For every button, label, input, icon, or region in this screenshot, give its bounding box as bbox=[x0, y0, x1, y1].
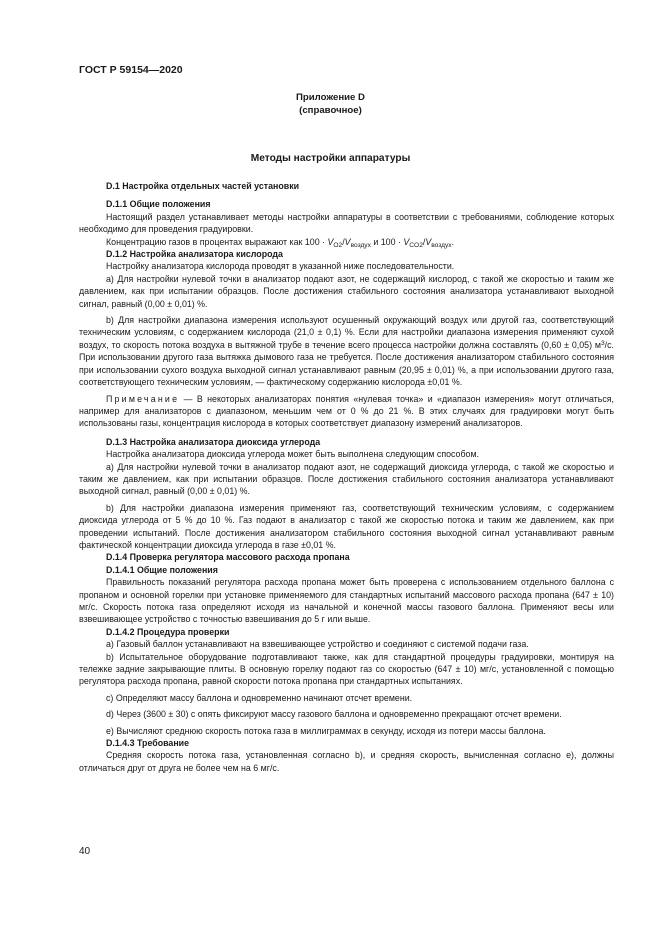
list-item-b: b) Испытательное оборудование подготавливают также, как для стандартной процедуры градуировки, монтируя на тележке задние закрывающие плиты. В основную горелку подают газ со скоростью (647 ± 10) мг/с, установленной с помощью регулятора расхода пропана, равной скорости потока пропана при стандартных испытаниях. bbox=[79, 651, 614, 687]
list-item-b: b) Для настройки диапазона измерения используют осушенный окружающий воздух или другой газ, соответствующий техническим условиям, с содержанием кислорода (21,0 ± 0,1) %. Если для настройки диапазона измерения применяют сухой воздух, то скорость потока воздуха в вытяжной трубе в течение всего процесса настройки должна составлять (0,60 ± 0,05) $м^3/с$. При использовании другого газа вытяжка дымового газа не требуется. После достижения анализатором стабильного состояния при использовании сухого воздуха выходной сигнал устанавливают равным (20,95 ± 0,01) %, а при использовании другого газа, соответствующего техническим условиям, — фактическому содержанию кислорода ±0,01 %. bbox=[79, 315, 614, 388]
list-item-a: а) Для настройки нулевой точки в анализатор подают азот, не содержащий диоксида углерода, с такой же скоростью и таким же давлением, как при испытании образцов. После достижения стабильного состояния анализатора устанавливают выходной сигнал, равный (0,00 ± 0,01) %. bbox=[79, 461, 614, 497]
heading-d1-4: D.1.4 Проверка регулятора массового расхода пропана bbox=[106, 552, 350, 563]
paragraph: Настройка анализатора диоксида углерода может быть выполнена следующим способом. bbox=[106, 449, 479, 460]
paragraph-formula: Концентрацию газов в процентах выражают как $100 \cdot V_{O2}/V_{воздух}$ и $100 \cdot V_{CO2}/V_{воздух}$. bbox=[106, 236, 455, 249]
standard-header: ГОСТ Р 59154—2020 bbox=[79, 64, 183, 76]
paragraph: Средняя скорость потока газа, установленная согласно b), и средняя скорость, вычисленная согласно е), должны отличаться друг от друга не более чем на 6 мг/с. bbox=[79, 750, 614, 773]
heading-d1-1: D.1.1 Общие положения bbox=[106, 199, 211, 210]
list-item-a: а) Для настройки нулевой точки в анализатор подают азот, не содержащий кислород, с такой же скоростью и таким же давлением, как при испытании образцов. После достижения стабильного состояния анализатора устанавливают выходной сигнал, равный (0,00 ± 0,01) %. bbox=[79, 273, 614, 309]
heading-d1-3: D.1.3 Настройка анализатора диоксида углерода bbox=[106, 436, 321, 447]
heading-d1: D.1 Настройка отдельных частей установки bbox=[106, 181, 300, 191]
page-number: 40 bbox=[79, 846, 91, 857]
document-title: Методы настройки аппаратуры bbox=[250, 153, 411, 164]
heading-d1-2: D.1.2 Настройка анализатора кислорода bbox=[106, 249, 283, 260]
heading-d1-4-3: D.1.4.3 Требование bbox=[106, 738, 190, 749]
appendix-title: Приложение D bbox=[296, 92, 365, 103]
paragraph: Настоящий раздел устанавливает методы настройки аппаратуры в соответствии с требованиями, соблюдение которых необходимо для проведения градуировки. bbox=[79, 211, 614, 235]
paragraph: Настройку анализатора кислорода проводят в указанной ниже последовательности. bbox=[106, 261, 455, 272]
list-item-d: d) Через (3600 ± 30) с опять фиксируют массу газового баллона и одновременно прекращают отсчет времени. bbox=[106, 709, 562, 720]
note-label: Примечание bbox=[106, 393, 180, 404]
heading-d1-4-2: D.1.4.2 Процедура проверки bbox=[106, 626, 230, 637]
list-item-e: е) Вычисляют среднюю скорость потока газа в миллиграммах в секунду, исходя из потери массы баллона. bbox=[106, 725, 546, 736]
paragraph: Правильность показаний регулятора расхода пропана может быть проверена с использованием отдельного баллона с пропаном и основной горелки при установке применяемого для стандартных испытаний массового расхода пропана (647 ± 10) мг/с. Скорость потока газа определяют исходя из начальной и конечной массы газового баллона. Применяют весы или взвешивающее устройство с точностью взвешивания до 5 г или выше. bbox=[79, 577, 614, 625]
document-body bbox=[79, 180, 614, 774]
heading-d1-4-1: D.1.4.1 Общие положения bbox=[106, 564, 218, 575]
appendix-subtitle: (справочное) bbox=[299, 105, 362, 116]
list-item-a: а) Газовый баллон устанавливают на взвешивающее устройство и соединяют с системой подачи газа. bbox=[106, 639, 529, 650]
note: Примечание — В некоторых анализаторах понятия «нулевая точка» и «диапазон измерения» могут отличаться, например для анализаторов с диапазоном, меньшим чем от 0 % до 21 %. В этих случаях для градуировки могут быть использованы газы, концентрация кислорода в которых соответствует диапазону измерений анализаторов. bbox=[79, 393, 614, 429]
list-item-c: с) Определяют массу баллона и одновременно начинают отсчет времени. bbox=[106, 692, 413, 703]
list-item-b: b) Для настройки диапазона измерения применяют газ, соответствующий техническим условиям, с содержанием диоксида углерода от 5 % до 10 %. Газ подают в анализатор с такой же скоростью потока и таким же давлением, как при проведении испытаний. После достижения анализатором стабильного состояния выходной сигнал устанавливают равным фактической концентрации диоксида углерода в газе ±0,01 %. bbox=[79, 502, 614, 550]
